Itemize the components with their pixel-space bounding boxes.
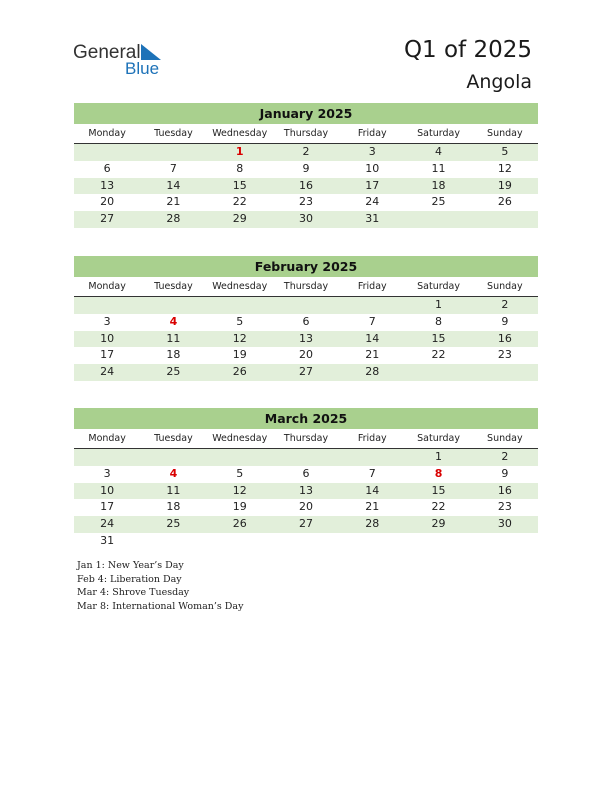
logo-general-text: General <box>73 42 141 63</box>
day-cell <box>207 533 273 550</box>
day-cell: 14 <box>166 178 181 192</box>
weekday-label: Tuesday <box>154 281 193 292</box>
day-cell: 19 <box>497 178 512 192</box>
holiday-notes <box>77 559 243 613</box>
day-cell: 17 <box>100 348 115 362</box>
day-cell: 25 <box>166 365 181 379</box>
page-title: Q1 of 2025 <box>403 37 532 63</box>
day-cell <box>405 364 471 381</box>
day-cell: 31 <box>100 533 115 547</box>
day-cell: 27 <box>298 365 313 379</box>
day-cell: 3 <box>103 466 111 480</box>
day-cell: 16 <box>298 178 313 192</box>
day-cell: 9 <box>501 314 509 328</box>
day-cell: 10 <box>100 331 115 345</box>
day-cell: 13 <box>298 331 313 345</box>
day-cell: 22 <box>431 500 446 514</box>
day-cell: 2 <box>501 298 509 311</box>
week-row <box>74 161 538 178</box>
day-cell: 8 <box>434 466 443 480</box>
week-row <box>74 516 538 533</box>
day-cell: 9 <box>501 466 509 480</box>
week-row <box>74 178 538 195</box>
day-cell <box>140 449 206 466</box>
day-cell: 27 <box>100 212 115 226</box>
day-cell: 29 <box>232 212 247 226</box>
day-cell <box>140 144 206 161</box>
day-cell: 4 <box>169 314 178 328</box>
day-cell: 30 <box>298 212 313 226</box>
weekday-label: Monday <box>88 433 126 444</box>
day-cell <box>74 144 140 161</box>
day-cell: 22 <box>431 348 446 362</box>
day-cell: 6 <box>302 466 310 480</box>
day-cell: 19 <box>232 500 247 514</box>
week-row <box>74 331 538 348</box>
day-cell: 19 <box>232 348 247 362</box>
day-cell: 26 <box>232 517 247 531</box>
day-cell: 14 <box>365 331 380 345</box>
month-title: February 2025 <box>74 256 538 277</box>
week-row <box>74 144 538 161</box>
day-cell: 28 <box>365 365 380 379</box>
weekday-label: Wednesday <box>212 433 268 444</box>
day-cell: 4 <box>435 145 443 158</box>
weekday-label: Tuesday <box>154 128 193 139</box>
day-cell <box>405 533 471 550</box>
week-row <box>74 533 538 550</box>
day-cell: 9 <box>302 161 310 175</box>
day-cell: 5 <box>236 314 244 328</box>
day-cell: 3 <box>103 314 111 328</box>
day-cell: 18 <box>431 178 446 192</box>
day-cell: 5 <box>236 466 244 480</box>
weekday-label: Thursday <box>283 433 329 444</box>
day-cell <box>339 297 405 314</box>
day-cell <box>140 297 206 314</box>
month-title: January 2025 <box>74 103 538 124</box>
logo <box>73 42 173 82</box>
day-cell: 8 <box>236 161 244 175</box>
week-row <box>74 449 538 466</box>
month-title: March 2025 <box>74 408 538 429</box>
day-cell <box>207 297 273 314</box>
holiday-note: Mar 8: International Woman’s Day <box>77 600 244 612</box>
day-cell <box>472 364 538 381</box>
day-cell: 6 <box>302 314 310 328</box>
day-cell: 18 <box>166 348 181 362</box>
logo-blue-text: Blue <box>125 59 160 78</box>
day-cell <box>273 533 339 550</box>
day-cell: 15 <box>232 178 247 192</box>
day-cell: 12 <box>497 161 512 175</box>
day-cell <box>207 449 273 466</box>
day-cell: 11 <box>431 161 446 175</box>
month-march <box>74 408 538 550</box>
day-cell: 1 <box>435 298 443 311</box>
week-row <box>74 499 538 516</box>
day-cell: 1 <box>435 450 443 463</box>
day-cell: 21 <box>166 195 181 209</box>
day-cell: 5 <box>501 145 509 158</box>
day-cell: 10 <box>100 483 115 497</box>
day-cell <box>140 533 206 550</box>
day-cell <box>405 211 471 228</box>
day-cell: 25 <box>431 195 446 209</box>
weekday-label: Monday <box>88 128 126 139</box>
weekday-label: Wednesday <box>212 128 268 139</box>
holiday-note: Feb 4: Liberation Day <box>77 573 182 585</box>
weekday-label: Thursday <box>283 128 329 139</box>
day-cell: 11 <box>166 483 181 497</box>
weekday-label: Saturday <box>417 433 460 444</box>
day-cell: 25 <box>166 517 181 531</box>
day-cell: 22 <box>232 195 247 209</box>
weekday-label: Friday <box>357 281 387 292</box>
month-february <box>74 256 538 381</box>
week-row <box>74 466 538 483</box>
day-cell: 24 <box>365 195 380 209</box>
day-cell <box>472 533 538 550</box>
day-cell: 23 <box>497 348 512 362</box>
day-cell: 11 <box>166 331 181 345</box>
day-cell: 20 <box>100 195 115 209</box>
weekday-label: Sunday <box>487 281 523 292</box>
week-row <box>74 297 538 314</box>
day-cell: 12 <box>232 483 247 497</box>
day-cell: 28 <box>365 517 380 531</box>
day-cell <box>339 533 405 550</box>
day-cell: 21 <box>365 500 380 514</box>
weekday-label: Saturday <box>417 128 460 139</box>
day-cell: 23 <box>298 195 313 209</box>
day-cell: 24 <box>100 517 115 531</box>
day-cell: 16 <box>497 331 512 345</box>
holiday-note: Mar 4: Shrove Tuesday <box>77 587 190 598</box>
day-cell: 17 <box>100 500 115 514</box>
week-row <box>74 194 538 211</box>
day-cell: 31 <box>365 212 380 226</box>
weekday-label: Monday <box>88 281 126 292</box>
country-name: Angola <box>466 71 532 93</box>
weekday-label: Friday <box>357 433 387 444</box>
day-cell: 29 <box>431 517 446 531</box>
weekday-header-row <box>74 277 538 297</box>
day-cell: 4 <box>169 466 178 480</box>
day-cell: 2 <box>501 450 509 463</box>
day-cell: 7 <box>169 161 177 175</box>
day-cell: 20 <box>298 348 313 362</box>
weekday-label: Sunday <box>487 433 523 444</box>
week-row <box>74 314 538 331</box>
day-cell: 2 <box>302 145 310 158</box>
weekday-label: Friday <box>357 128 387 139</box>
week-row <box>74 211 538 228</box>
day-cell <box>472 211 538 228</box>
weekday-label: Sunday <box>487 128 523 139</box>
week-row <box>74 364 538 381</box>
week-row <box>74 347 538 364</box>
day-cell: 17 <box>365 178 380 192</box>
day-cell <box>74 449 140 466</box>
day-cell: 10 <box>365 161 380 175</box>
day-cell: 30 <box>497 517 512 531</box>
day-cell: 26 <box>497 195 512 209</box>
weekday-header-row <box>74 124 538 144</box>
weekday-label: Tuesday <box>154 433 193 444</box>
day-cell: 7 <box>368 314 376 328</box>
day-cell: 13 <box>100 178 115 192</box>
day-cell: 3 <box>368 145 376 158</box>
day-cell: 15 <box>431 331 446 345</box>
day-cell: 16 <box>497 483 512 497</box>
day-cell: 6 <box>103 161 111 175</box>
day-cell: 24 <box>100 365 115 379</box>
day-cell: 14 <box>365 483 380 497</box>
holiday-note: Jan 1: New Year’s Day <box>77 560 184 571</box>
day-cell: 18 <box>166 500 181 514</box>
day-cell: 27 <box>298 517 313 531</box>
day-cell: 28 <box>166 212 181 226</box>
day-cell: 12 <box>232 331 247 345</box>
day-cell: 23 <box>497 500 512 514</box>
weekday-header-row <box>74 429 538 449</box>
week-row <box>74 483 538 500</box>
month-january <box>74 103 538 228</box>
weekday-label: Saturday <box>417 281 460 292</box>
day-cell: 13 <box>298 483 313 497</box>
day-cell <box>339 449 405 466</box>
day-cell: 21 <box>365 348 380 362</box>
day-cell: 7 <box>368 466 376 480</box>
day-cell: 8 <box>435 314 443 328</box>
day-cell <box>74 297 140 314</box>
day-cell <box>273 449 339 466</box>
weekday-label: Thursday <box>283 281 329 292</box>
day-cell: 1 <box>235 145 244 158</box>
day-cell: 15 <box>431 483 446 497</box>
weekday-label: Wednesday <box>212 281 268 292</box>
day-cell <box>273 297 339 314</box>
day-cell: 20 <box>298 500 313 514</box>
day-cell: 26 <box>232 365 247 379</box>
